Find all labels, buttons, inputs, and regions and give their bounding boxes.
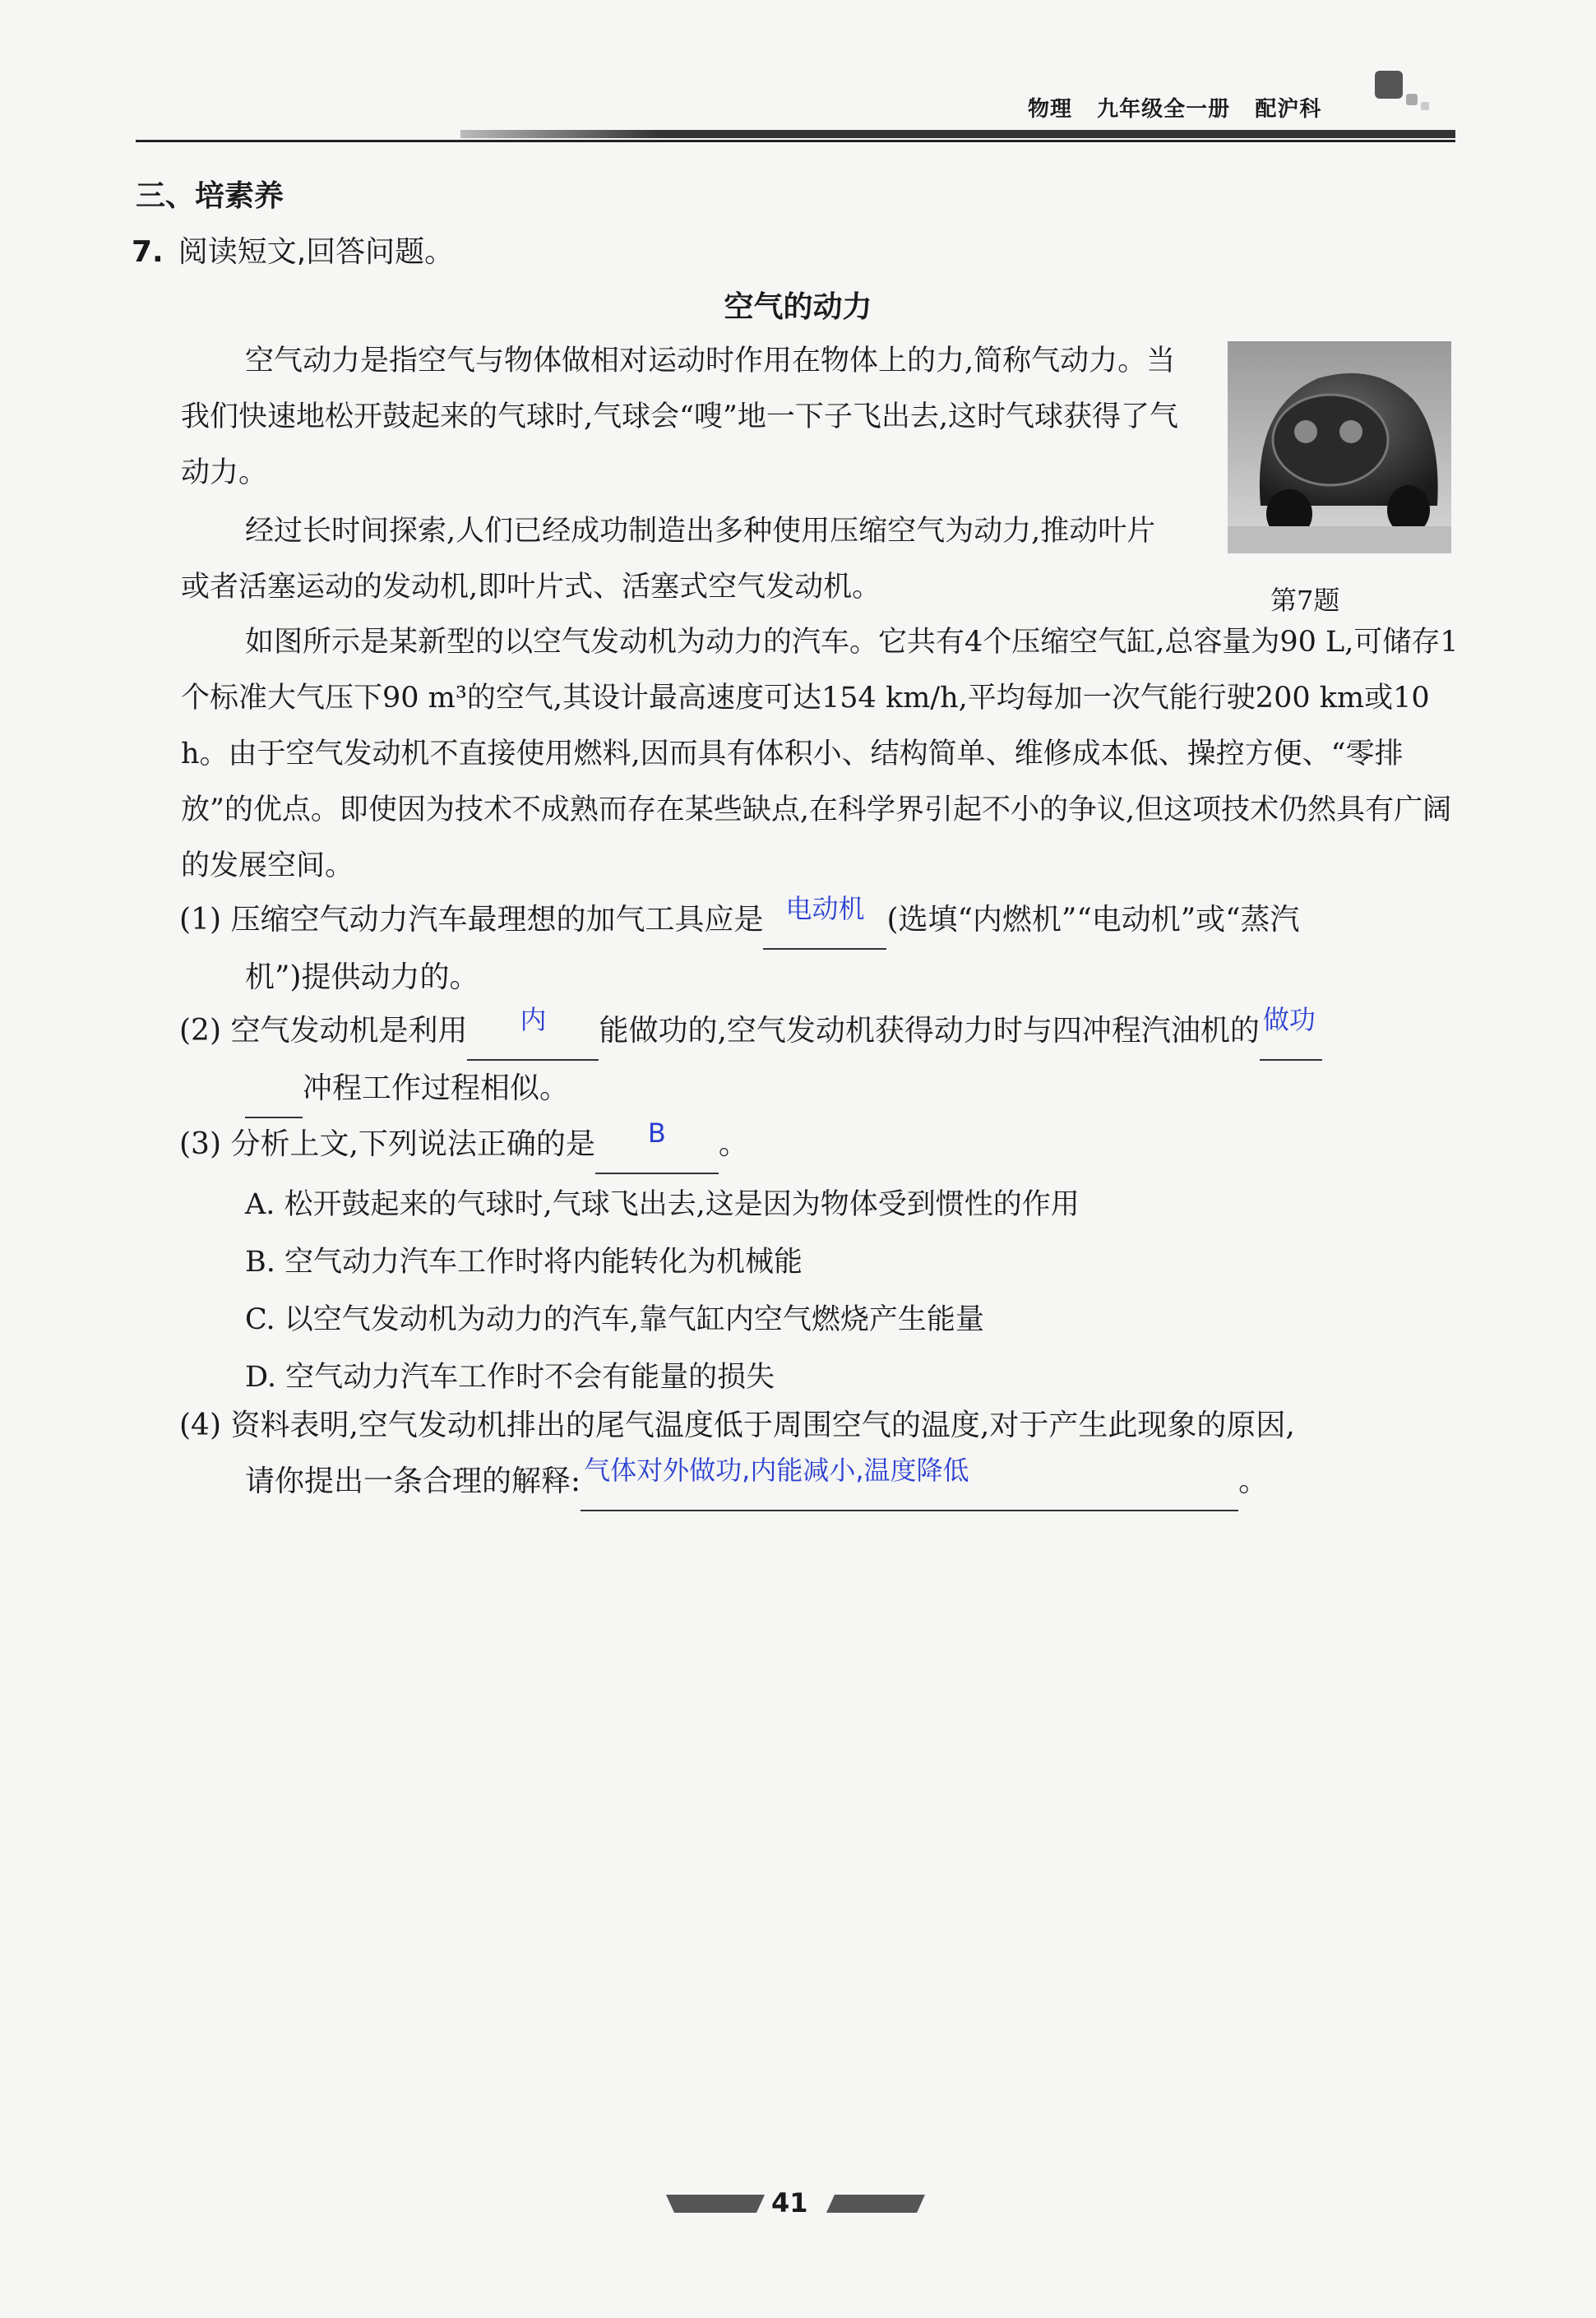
- page-number-right-decoration-icon: [826, 2191, 925, 2216]
- article-paragraph-1: 空气动力是指空气与物体做相对运动时作用在物体上的力,简称气动力。当我们快速地松开鼓起来的气球时,气球会“嗖”地一下子飞出去,这时气球获得了气动力。: [181, 345, 1179, 489]
- sub-question-2-label: (2): [179, 1014, 221, 1048]
- answer-blank-2b-cont[interactable]: [245, 1061, 303, 1118]
- sub-question-1: [179, 892, 1462, 1006]
- question-instruction: 阅读短文,回答问题。: [178, 235, 455, 269]
- header-grade: 九年级全一册: [1097, 97, 1231, 122]
- sub-question-1-cont: 机”)提供动力的。: [245, 960, 479, 994]
- sub-question-4-text: 资料表明,空气发动机排出的尾气温度低于周围空气的温度,对于产生此现象的原因,: [230, 1409, 1295, 1442]
- question-title: [132, 229, 454, 271]
- option-d: D. 空气动力汽车工作时不会有能量的损失: [245, 1361, 775, 1394]
- header-rule-thick: [460, 130, 1455, 138]
- sub-question-1-text: 压缩空气动力汽车最理想的加气工具应是: [230, 903, 764, 937]
- answer-1: 电动机: [785, 893, 865, 924]
- header-decoration-icon: [1373, 69, 1464, 118]
- answer-blank-4[interactable]: [581, 1454, 1238, 1511]
- sub-question-2-text: 空气发动机是利用: [230, 1014, 468, 1048]
- question-number: 7.: [132, 235, 164, 269]
- figure-caption: 第7题: [1270, 585, 1340, 616]
- running-header: [1028, 92, 1321, 123]
- header-rule: [136, 140, 1455, 142]
- option-a: A. 松开鼓起来的气球时,气球飞出去,这是因为物体受到惯性的作用: [245, 1188, 1080, 1221]
- answer-2a: 内: [520, 1004, 547, 1035]
- sub-question-3-label: (3): [179, 1127, 221, 1161]
- option-b: B. 空气动力汽车工作时将内能转化为机械能: [245, 1246, 803, 1279]
- answer-4: 气体对外做功,内能减小,温度降低: [584, 1455, 969, 1486]
- article-paragraph-2: 经过长时间探索,人们已经成功制造出多种使用压缩空气为动力,推动叶片或者活塞运动的发动机,即叶片式、活塞式空气发动机。: [181, 515, 1156, 604]
- sub-question-2: [179, 1003, 1462, 1118]
- sub-question-3: [179, 1117, 1462, 1174]
- option-c: C. 以空气发动机为动力的汽车,靠气缸内空气燃烧产生能量: [245, 1303, 984, 1336]
- sub-question-3-end: 。: [718, 1127, 748, 1161]
- sub-question-2-cont: 冲程工作过程相似。: [303, 1071, 570, 1105]
- sub-question-4-label: (4): [179, 1409, 221, 1442]
- sub-question-3-text: 分析上文,下列说法正确的是: [230, 1127, 595, 1161]
- answer-3: B: [647, 1117, 666, 1149]
- sub-question-1-options: (选填“内燃机”“电动机”或“蒸汽: [886, 903, 1300, 937]
- answer-blank-3[interactable]: [595, 1117, 719, 1174]
- header-subject: 物理: [1028, 97, 1073, 122]
- answer-blank-2b[interactable]: [1260, 1003, 1322, 1061]
- page-number-left-decoration-icon: [666, 2191, 765, 2216]
- answer-blank-1[interactable]: [763, 892, 886, 950]
- page-number: 41: [771, 2187, 808, 2219]
- answer-blank-2a[interactable]: [467, 1003, 599, 1061]
- header-edition: 配沪科: [1255, 97, 1322, 122]
- article-paragraph-3: 如图所示是某新型的以空气发动机为动力的汽车。它共有4个压缩空气缸,总容量为90 L,可储存1个标准大气压下90 m³的空气,其设计最高速度可达154 km/h,平均每加一次气能行驶200 km或10 h。由于空气发动机不直接使用燃料,因而具有体积小、结构简单、维修成本低、操控方便、“零排放”的优点。即使因为技术不成熟而存在某些缺点,在科学界引起不小的争议,但这项技术仍然具有广阔的发展空间。: [181, 626, 1459, 882]
- article-title: 空气的动力: [724, 290, 872, 324]
- sub-question-2-middle: 能做功的,空气发动机获得动力时与四冲程汽油机的: [599, 1014, 1260, 1048]
- answer-2b: 做功: [1262, 1004, 1316, 1035]
- sub-question-1-label: (1): [179, 903, 221, 937]
- sub-question-4: [179, 1398, 1462, 1511]
- sub-question-4-cont: 请你提出一条合理的解释:: [245, 1464, 581, 1498]
- section-title: 三、培素养: [136, 179, 285, 213]
- sub-question-4-end: 。: [1238, 1464, 1269, 1498]
- air-car-photo: [1228, 341, 1451, 553]
